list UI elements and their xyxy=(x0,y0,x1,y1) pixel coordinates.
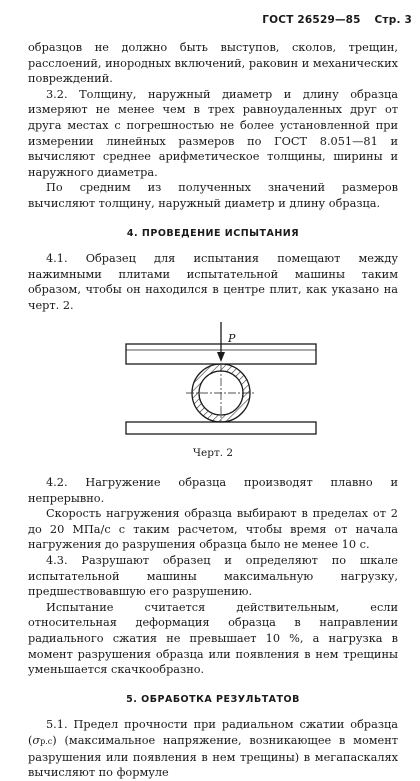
paragraph-text: (максимальное напряжение, возникающее в момент разрушения или появления в нем трещины) в мегапаскалях вычисляют по формуле xyxy=(28,734,399,780)
paragraph: 5.1. Предел прочности при радиальном сжатии образца (σр.с) (максимальное напряжение, возникающее в момент разрушения или появления в нем трещины) в мегапаскалях вычисляют по формуле xyxy=(28,718,399,780)
section-title: 4. ПРОВЕДЕНИЕ ИСПЫТАНИЯ xyxy=(126,227,300,239)
page-header xyxy=(262,14,412,26)
bottom-plate xyxy=(126,422,316,434)
paragraph: 4.1. Образец для испытания помещают между нажимными плитами испытательной машины таким образом, чтобы он находился в центре плит, как указано на черт. 2. xyxy=(28,252,398,312)
paragraph: По средним из полученных значений размеров вычисляют толщину, наружный диаметр и длину образца. xyxy=(28,181,398,210)
figure-caption: Черт. 2 xyxy=(192,446,234,459)
standard-number: ГОСТ 26529—85 xyxy=(262,14,361,26)
sigma-symbol: σ xyxy=(32,734,41,747)
paragraph-text: 5.1. Предел прочности при радиальном сжатии образца xyxy=(46,718,398,732)
force-label: P xyxy=(228,331,236,345)
paragraph: Скорость нагружения образца выбирают в пределах от 2 до 20 МПа/с с таким расчетом, чтобы время от начала нагружения до разрушения образца было не менее 10 с. xyxy=(28,507,398,552)
paragraph: 4.2. Нагружение образца производят плавно и непрерывно. xyxy=(28,476,398,505)
paragraph: Испытание считается действительным, если относительная деформация образца в направлении радиального сжатия не превышает 10 %, а нагрузка в момент разрушения образца или появления в нем трещины уменьшается скачкообразно. xyxy=(28,600,398,677)
sigma-subscript: р.с xyxy=(40,737,53,746)
paragraph: образцов не должно быть выступов, сколов, трещин, расслоений, инородных включений, раковин и механических повреждений. xyxy=(28,41,398,86)
paragraph: 3.2. Толщину, наружный диаметр и длину образца измеряют не менее чем в трех равноудаленных друг от друга местах с погрешностью не более установленной при измерении линейных размеров по ГОСТ 8.051—81 и вычисляют среднее арифметическое толщины, ширины и наружного диаметра. xyxy=(28,87,398,179)
specimen-diagram xyxy=(28,322,398,442)
document-body xyxy=(28,40,398,781)
figure-drawing xyxy=(28,322,398,442)
paragraph: 4.3. Разрушают образец и определяют по шкале испытательной машины максимальную нагрузку, предшествовавшую его разрушению. xyxy=(28,554,398,599)
page-number: Стр. 3 xyxy=(374,14,412,26)
section-title: 5. ОБРАБОТКА РЕЗУЛЬТАТОВ xyxy=(126,693,300,705)
